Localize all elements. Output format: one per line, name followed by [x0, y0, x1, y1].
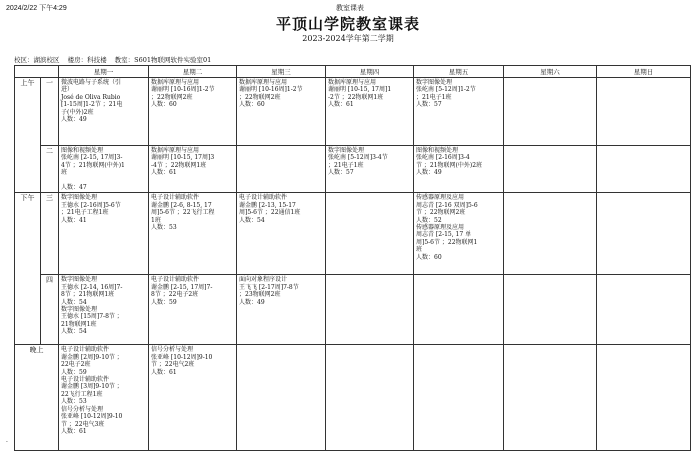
cell-content [149, 275, 236, 307]
timetable-cell [237, 345, 326, 451]
timetable-cell [326, 78, 414, 146]
course-entry [416, 79, 501, 109]
course-line: 电子设计辅助软件 [61, 346, 110, 354]
course-line: 电子设计辅助软件 [239, 194, 288, 202]
course-line: ；22物联网2班 [239, 93, 281, 101]
course-line: 谢丽明 [10-15, 17周]3 [151, 154, 215, 162]
period-row [15, 193, 691, 275]
course-line: 电子设计辅助软件 [61, 376, 110, 384]
course-line: 人数：54 [239, 216, 265, 224]
timetable-cell [59, 146, 149, 193]
timetable-cell [149, 78, 237, 146]
course-entry [61, 376, 146, 406]
cell-content [504, 78, 596, 80]
course-line: -4节 ；22物联网1班 [151, 161, 207, 169]
cell-content [59, 345, 148, 436]
course-entry [239, 194, 323, 224]
course-line: 人数：57 [328, 169, 354, 177]
classroom-label: 教室：S601物联网软件实验室01 [114, 56, 212, 64]
segment-afternoon: 下午 [15, 193, 41, 345]
timetable-cell [504, 146, 597, 193]
course-entry [239, 276, 323, 306]
day-header-wed: 星期三 [237, 66, 326, 78]
course-line: 周]5-6节 ；22物联网1 [416, 238, 478, 246]
cell-content [59, 193, 148, 225]
course-line: 张屹南 [2-16周]3-4 [416, 154, 470, 162]
timetable-header-row [15, 66, 691, 78]
corner-cell [15, 66, 59, 78]
course-line: 谢金鹏 [2-15, 17周]7- [151, 283, 213, 291]
classroom-meta [14, 55, 217, 64]
cell-content [326, 146, 413, 178]
cell-content [59, 146, 148, 192]
course-line: 谢金鹏 [2-6, 8-15, 17 [151, 201, 212, 209]
timetable-cell [326, 146, 414, 193]
timetable-cell [414, 345, 504, 451]
cell-content [59, 275, 148, 336]
timetable-cell [597, 193, 691, 275]
course-line: 1班 [151, 216, 161, 224]
cell-content [504, 146, 596, 148]
timetable-cell [326, 193, 414, 275]
cell-content [414, 275, 503, 277]
cell-content [597, 146, 690, 148]
course-entry [239, 79, 323, 109]
course-line: 周]5-6节 ；22飞行工程 [151, 209, 215, 217]
timetable-cell [237, 78, 326, 146]
period-label: 四 [41, 275, 59, 345]
page-subtitle: 2023-2024学年第二学期 [302, 34, 394, 43]
period-row [15, 345, 691, 451]
timetable-cell [414, 78, 504, 146]
cell-content [326, 78, 413, 110]
course-line: 人数：61 [61, 427, 87, 435]
course-entry [61, 194, 146, 224]
cell-content [597, 345, 690, 347]
cell-content [326, 193, 413, 195]
course-line: 张亚峰 [10-12周]9-10 [151, 353, 213, 361]
cell-content [237, 146, 325, 148]
cell-content [326, 275, 413, 277]
cell-content [597, 193, 690, 195]
course-entry [151, 194, 234, 231]
cell-content [414, 345, 503, 347]
course-line: 谢丽明 [10-16周]1-2节 [239, 86, 303, 94]
course-entry [61, 346, 146, 376]
course-entry [61, 79, 146, 123]
course-line: 谢金鹏 [2-13, 15-17 [239, 201, 296, 209]
cell-content [149, 146, 236, 178]
period-row [15, 78, 691, 146]
print-doc-name: 教室课表 [336, 5, 364, 12]
course-line: 王德水 [2-14, 16周]7- [61, 283, 123, 291]
timetable-cell [504, 78, 597, 146]
course-line: 数据库原理与应用 [328, 79, 377, 86]
period-row [15, 146, 691, 193]
course-line: 人数：52 [416, 216, 442, 224]
course-line: 人数：53 [61, 398, 87, 406]
cell-content [597, 78, 690, 80]
course-entry [151, 79, 234, 109]
course-entry [61, 147, 146, 191]
cell-content [149, 78, 236, 110]
course-line: 班 [61, 169, 68, 177]
course-line: 数字图像处理 [61, 306, 98, 314]
cell-content [504, 193, 596, 195]
timetable-cell [149, 193, 237, 275]
course-line: 人数：49 [239, 298, 265, 306]
course-entry [151, 276, 234, 306]
day-header-sun: 星期日 [597, 66, 691, 78]
course-entry [61, 306, 146, 336]
page-footer-mark: · [6, 439, 8, 446]
cell-content [414, 78, 503, 110]
course-line: ；22物联网2班 [151, 93, 193, 101]
course-entry [416, 194, 501, 224]
course-line: 谢金鹏 [2周]9-10节 ； [61, 353, 123, 361]
course-line: 数字图像处理 [61, 194, 98, 202]
course-line: 传感器原理及应用 [416, 194, 465, 202]
timetable-cell [504, 345, 597, 451]
course-line: 电子设计辅助软件 [151, 276, 200, 284]
course-line: 节 ；21物联网(中外)2班 [416, 161, 483, 169]
course-line: 人数：59 [151, 298, 177, 306]
cell-content [504, 345, 596, 347]
period-label: 三 [41, 193, 59, 275]
course-entry [416, 224, 501, 261]
building-label: 楼房：科技楼 [67, 56, 107, 64]
timetable-cell [504, 275, 597, 345]
cell-content [237, 78, 325, 110]
course-line: 周志青 [2-16 双周]5-6 [416, 201, 478, 209]
timetable-cell [237, 146, 326, 193]
course-line: 人数：54 [61, 298, 87, 306]
day-header-mon: 星期一 [59, 66, 149, 78]
course-line: 数据库原理与应用 [239, 79, 288, 86]
course-line: 张亚峰 [10-12周]9-10 [61, 413, 123, 421]
course-line: 人数：60 [151, 101, 177, 109]
cell-content [237, 275, 325, 307]
timetable-cell [149, 275, 237, 345]
course-line: ；21电子1班 [416, 93, 452, 101]
timetable-cell [326, 345, 414, 451]
timetable-cell [59, 78, 149, 146]
course-entry [151, 346, 234, 376]
course-line: 人数：49 [61, 116, 87, 124]
timetable-cell [414, 275, 504, 345]
course-line: 班 [416, 246, 423, 254]
timetable-cell [597, 78, 691, 146]
course-line: 8节 ；22电子2班 [151, 291, 199, 299]
course-line: ；21电子工程1班 [61, 209, 109, 217]
course-line: 谢丽明 [10-15, 17周]1 [328, 86, 392, 94]
course-entry [328, 79, 411, 109]
course-line: 人数：47 [61, 184, 87, 192]
course-line: 人数：57 [416, 101, 442, 109]
period-row [15, 275, 691, 345]
course-line: 面向对象程序设计 [239, 276, 288, 284]
timetable-cell [59, 275, 149, 345]
course-line: 数字图像处理 [61, 276, 98, 284]
course-line: 数据库原理与应用 [151, 147, 200, 154]
course-line: 数据库原理与应用 [151, 79, 200, 86]
course-line: 人数：49 [416, 169, 442, 177]
course-entry [61, 406, 146, 436]
timetable-cell [504, 193, 597, 275]
cell-content [326, 345, 413, 347]
course-line: 人数：61 [151, 368, 177, 376]
course-line: 张屹南 [2-15, 17周]3- [61, 154, 123, 162]
course-line: 人数：60 [416, 253, 442, 261]
cell-content [597, 275, 690, 277]
course-line: 节 ；22电气2班 [151, 361, 195, 369]
segment-morning: 上午 [15, 78, 41, 193]
course-line: 周志青 [2-15, 17 单 [416, 231, 472, 239]
course-line: 人数：41 [61, 216, 87, 224]
course-line: 21物联网1班 [61, 320, 97, 328]
course-line: 王飞飞 [2-17周]7-8节 [239, 283, 299, 291]
cell-content [149, 193, 236, 232]
timetable-cell [59, 193, 149, 275]
course-line: 图像和视频处理 [61, 147, 104, 154]
timetable-cell [149, 345, 237, 451]
timetable-cell [59, 345, 149, 451]
course-line: 王德水 [2-16周]5-6节 [61, 201, 121, 209]
course-line: 进） [61, 86, 74, 94]
segment-evening: 晚上 [15, 345, 59, 451]
course-line: 节 ；22电气3班 [61, 420, 105, 428]
course-line: 张屹南 [5-12周]3-4节 [328, 154, 388, 162]
campus-label: 校区：湖滨校区 [14, 56, 60, 64]
course-line: 人数：61 [151, 169, 177, 177]
course-line: 电子设计辅助软件 [151, 194, 200, 202]
course-line: 人数：54 [61, 328, 87, 336]
timetable-cell [414, 193, 504, 275]
course-line: 张屹南 [5-12周]1-2节 [416, 86, 476, 94]
day-header-thu: 星期四 [326, 66, 414, 78]
timetable-cell [597, 146, 691, 193]
course-line [61, 177, 146, 184]
course-line: 4节 ；21物联网(中外)1 [61, 161, 125, 169]
course-line: 人数：60 [239, 101, 265, 109]
cell-content [59, 78, 148, 124]
course-line: 数字图像处理 [416, 79, 453, 86]
course-line: 图像和视频处理 [416, 147, 459, 154]
cell-content [237, 345, 325, 347]
course-line: 节 ；22物联网2班 [416, 209, 466, 217]
timetable-cell [237, 193, 326, 275]
course-line: 子(中外)2班 [61, 108, 94, 116]
timetable-cell [597, 275, 691, 345]
cell-content [414, 193, 503, 262]
print-datetime: 2024/2/22 下午4:29 [6, 5, 67, 12]
timetable-cell [237, 275, 326, 345]
page-title: 平顶山学院教室课表 [275, 15, 420, 33]
cell-content [414, 146, 503, 178]
course-line: 数字图像处理 [328, 147, 365, 154]
timetable-cell [597, 345, 691, 451]
course-line: 微波电路与子系统（引 [61, 79, 122, 86]
course-line: -2节 ；22物联网1班 [328, 93, 384, 101]
period-label: 二 [41, 146, 59, 193]
course-line: José de Oliva Rubio [61, 93, 121, 101]
course-entry [328, 147, 411, 177]
cell-content [504, 275, 596, 277]
timetable-cell [326, 275, 414, 345]
course-line: ；21电子1班 [328, 161, 364, 169]
course-line: [1-15周]1-2节 ；21电 [61, 101, 123, 109]
course-line: 信号分析与处理 [61, 405, 104, 413]
course-line: 8节 ；21物联网1班 [61, 291, 115, 299]
timetable-cell [414, 146, 504, 193]
course-line: 谢金鹏 [3周]9-10节 ； [61, 383, 123, 391]
day-header-sat: 星期六 [504, 66, 597, 78]
course-line: 谢丽明 [10-16周]1-2节 [151, 86, 215, 94]
cell-content [149, 345, 236, 377]
course-line: 王德水 [15周]7-8节 ； [61, 313, 123, 321]
day-header-tue: 星期二 [149, 66, 237, 78]
course-line: 人数：61 [328, 101, 354, 109]
course-entry [61, 276, 146, 306]
timetable [14, 65, 691, 451]
course-entry [416, 147, 501, 177]
period-label: 一 [41, 78, 59, 146]
day-header-fri: 星期五 [414, 66, 504, 78]
course-line: 周]5-6节 ；22通信1班 [239, 209, 301, 217]
course-line: ；23物联网2班 [239, 291, 281, 299]
cell-content [237, 193, 325, 225]
course-line: 22电子2班 [61, 361, 91, 369]
course-line: 22飞行工程1班 [61, 390, 103, 398]
timetable-cell [149, 146, 237, 193]
course-line: 传感器原理及应用 [416, 224, 465, 232]
course-line: 人数：53 [151, 224, 177, 232]
course-line: 人数：59 [61, 368, 87, 376]
course-entry [151, 147, 234, 177]
course-line: 信号分析与处理 [151, 346, 194, 354]
